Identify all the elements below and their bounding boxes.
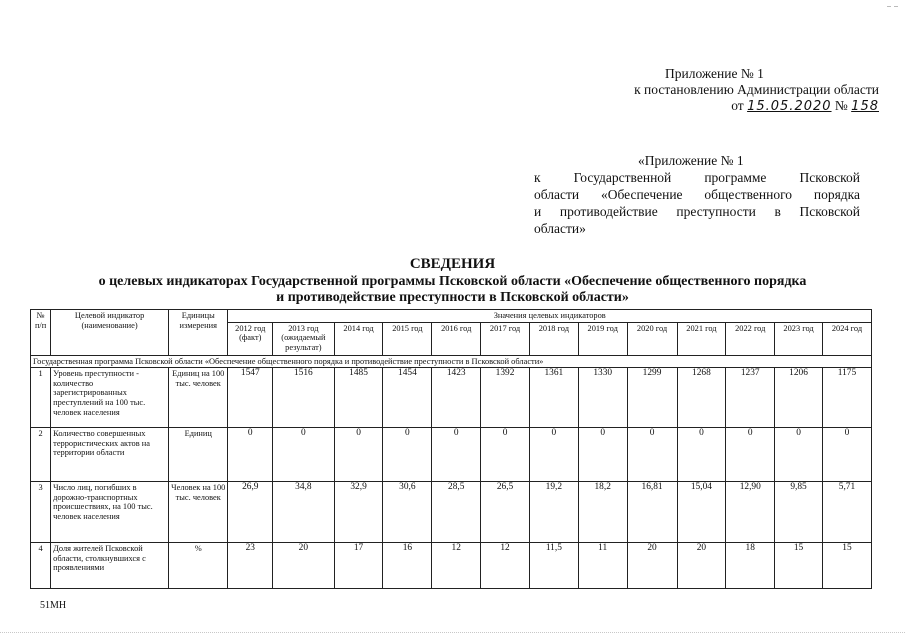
year-header: 2013 год (ожидаемый результат) xyxy=(273,322,335,355)
value-cell: 0 xyxy=(273,428,335,482)
value-cell: 23 xyxy=(228,543,273,589)
number-sign: № xyxy=(834,98,848,113)
value-cell: 1454 xyxy=(383,368,432,428)
value-cell: 28,5 xyxy=(432,482,481,543)
value-cell: 1547 xyxy=(228,368,273,428)
value-cell: 17 xyxy=(334,543,383,589)
unit-cell: % xyxy=(169,543,228,589)
value-cell: 5,71 xyxy=(822,482,871,543)
year-header: 2015 год xyxy=(383,322,432,355)
value-cell: 16 xyxy=(383,543,432,589)
scan-mark xyxy=(887,6,891,7)
year-header: 2014 год xyxy=(334,322,383,355)
value-cell: 11 xyxy=(578,543,627,589)
value-cell: 0 xyxy=(627,428,677,482)
value-cell: 0 xyxy=(383,428,432,482)
indicator-name: Число лиц, погибших в дорожно-транспортных происшествиях, на 100 тыс. человек населения xyxy=(51,482,169,543)
scan-bottom-edge xyxy=(0,632,905,633)
indicator-name: Уровень преступности - количество зарегистрированных преступлений на 100 тыс. человек населения xyxy=(51,368,169,428)
indicator-name: Количество совершенных террористических актов на территории области xyxy=(51,428,169,482)
year-header: 2018 год xyxy=(529,322,578,355)
value-cell: 0 xyxy=(481,428,530,482)
from-word: от xyxy=(731,98,744,113)
col-header-unit: Единицы измерения xyxy=(169,310,228,356)
appendix2-line: области «Обеспечение общественного порядка xyxy=(534,187,860,202)
document-subtitle: и противодействие преступности в Псковской области» xyxy=(276,290,629,305)
value-cell: 15 xyxy=(775,543,823,589)
appendix-title: Приложение № 1 xyxy=(665,66,764,81)
year-header: 2023 год xyxy=(775,322,823,355)
value-cell: 19,2 xyxy=(529,482,578,543)
year-header: 2016 год xyxy=(432,322,481,355)
value-cell: 18,2 xyxy=(578,482,627,543)
year-header: 2024 год xyxy=(822,322,871,355)
appendix-to-line: к постановлению Администрации области xyxy=(634,82,879,97)
table-header-row xyxy=(31,310,872,323)
value-cell: 1206 xyxy=(775,368,823,428)
year-header: 2019 год xyxy=(578,322,627,355)
row-number: 2 xyxy=(31,428,51,482)
value-cell: 1485 xyxy=(334,368,383,428)
value-cell: 20 xyxy=(627,543,677,589)
appendix2-line: и противодействие преступности в Псковской xyxy=(534,204,860,219)
appendix-date-line xyxy=(579,98,879,115)
value-cell: 0 xyxy=(822,428,871,482)
value-cell: 20 xyxy=(273,543,335,589)
table-row xyxy=(31,482,872,543)
appendix-reference xyxy=(534,152,860,237)
value-cell: 1175 xyxy=(822,368,871,428)
value-cell: 26,5 xyxy=(481,482,530,543)
unit-cell: Единиц xyxy=(169,428,228,482)
row-number: 3 xyxy=(31,482,51,543)
unit-cell: Человек на 100 тыс. человек xyxy=(169,482,228,543)
row-number: 4 xyxy=(31,543,51,589)
value-cell: 20 xyxy=(677,543,726,589)
document-subtitle: о целевых индикаторах Государственной программы Псковской области «Обеспечение общественного порядка xyxy=(98,274,807,289)
value-cell: 1516 xyxy=(273,368,335,428)
program-name: Государственная программа Псковской области «Обеспечение общественного порядка и противодействие преступности в Псковской области» xyxy=(31,355,872,368)
scan-top-edge xyxy=(0,0,905,16)
value-cell: 12,90 xyxy=(726,482,775,543)
col-header-no: № п/п xyxy=(31,310,51,356)
value-cell: 0 xyxy=(726,428,775,482)
value-cell: 1423 xyxy=(432,368,481,428)
value-cell: 16,81 xyxy=(627,482,677,543)
appendix2-line: области» xyxy=(534,221,586,236)
value-cell: 1330 xyxy=(578,368,627,428)
value-cell: 26,9 xyxy=(228,482,273,543)
value-cell: 0 xyxy=(334,428,383,482)
value-cell: 9,85 xyxy=(775,482,823,543)
value-cell: 0 xyxy=(529,428,578,482)
indicator-name: Доля жителей Псковской области, столкнувшихся с проявлениями xyxy=(51,543,169,589)
value-cell: 12 xyxy=(481,543,530,589)
value-cell: 0 xyxy=(432,428,481,482)
value-cell: 1361 xyxy=(529,368,578,428)
year-header: 2022 год xyxy=(726,322,775,355)
col-header-indicator: Целевой индикатор (наименование) xyxy=(51,310,169,356)
col-header-values: Значения целевых индикаторов xyxy=(228,310,872,323)
value-cell: 1299 xyxy=(627,368,677,428)
value-cell: 0 xyxy=(228,428,273,482)
value-cell: 0 xyxy=(775,428,823,482)
value-cell: 0 xyxy=(677,428,726,482)
value-cell: 1237 xyxy=(726,368,775,428)
year-header: 2020 год xyxy=(627,322,677,355)
year-header: 2021 год xyxy=(677,322,726,355)
handwritten-date: 15.05.2020 xyxy=(747,99,832,114)
unit-cell: Единиц на 100 тыс. человек xyxy=(169,368,228,428)
document-code: 51МН xyxy=(40,600,67,611)
handwritten-number: 158 xyxy=(851,99,879,114)
table-row xyxy=(31,368,872,428)
scan-mark xyxy=(894,6,898,7)
value-cell: 11,5 xyxy=(529,543,578,589)
table-row xyxy=(31,428,872,482)
table-row xyxy=(31,543,872,589)
value-cell: 0 xyxy=(578,428,627,482)
value-cell: 15 xyxy=(822,543,871,589)
appendix-header xyxy=(579,66,879,115)
appendix2-line: к Государственной программе Псковской xyxy=(534,170,860,185)
value-cell: 15,04 xyxy=(677,482,726,543)
value-cell: 32,9 xyxy=(334,482,383,543)
document-title: СВЕДЕНИЯ xyxy=(409,256,496,272)
year-header: 2017 год xyxy=(481,322,530,355)
value-cell: 1392 xyxy=(481,368,530,428)
indicators-table xyxy=(30,309,872,589)
value-cell: 18 xyxy=(726,543,775,589)
year-header: 2012 год (факт) xyxy=(228,322,273,355)
program-row xyxy=(31,355,872,368)
value-cell: 12 xyxy=(432,543,481,589)
value-cell: 30,6 xyxy=(383,482,432,543)
appendix2-title: «Приложение № 1 xyxy=(638,153,744,168)
row-number: 1 xyxy=(31,368,51,428)
value-cell: 1268 xyxy=(677,368,726,428)
value-cell: 34,8 xyxy=(273,482,335,543)
